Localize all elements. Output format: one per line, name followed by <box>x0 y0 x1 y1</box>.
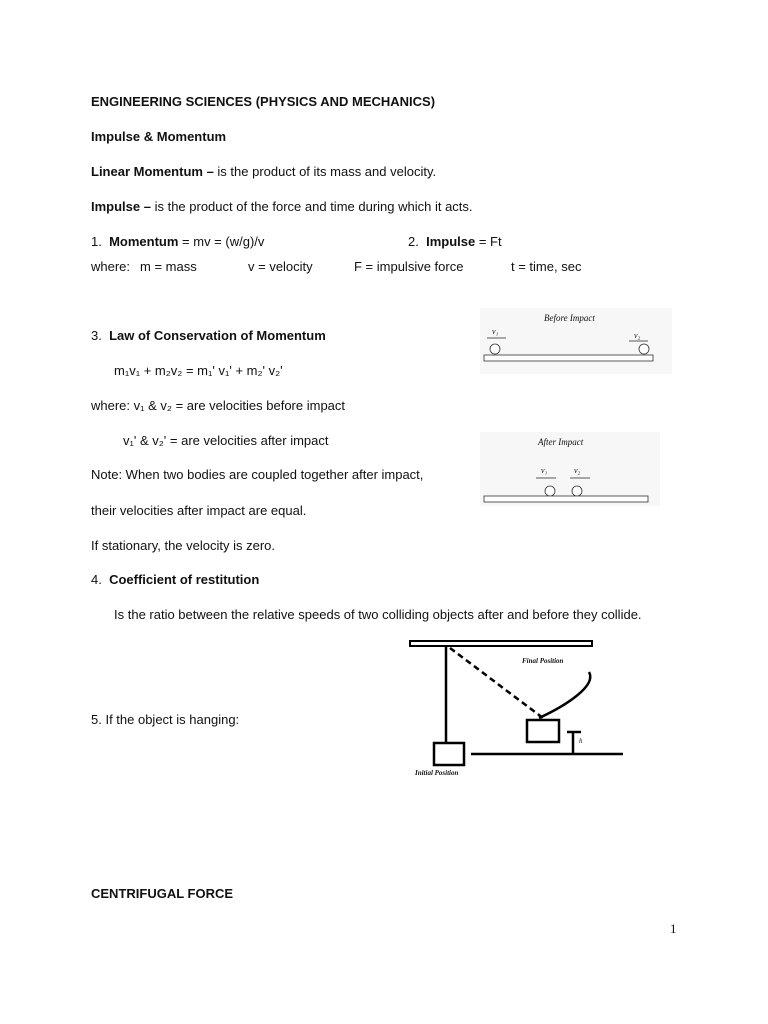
conservation-heading <box>91 328 326 343</box>
where-force: F = impulsive force <box>354 259 464 274</box>
before-impact-title: Before Impact <box>544 313 595 323</box>
after-v2-label: v₂ <box>574 466 581 475</box>
stationary-note: If stationary, the velocity is zero. <box>91 538 275 553</box>
impulse-expression: = Ft <box>475 234 502 249</box>
before-velocities-text: where: v₁ & v₂ = are velocities before impact <box>91 398 346 413</box>
restitution-term: Coefficient of restitution <box>109 572 260 587</box>
after-velocities-text: v₁' & v₂' = are velocities after impact <box>123 433 329 448</box>
after-ball-1 <box>545 486 555 496</box>
before-ball-2 <box>639 344 649 354</box>
impulse-definition <box>91 199 473 214</box>
centrifugal-force-heading: CENTRIFUGAL FORCE <box>91 886 234 901</box>
restitution-definition: Is the ratio between the relative speeds of two colliding objects after and before they collide. <box>114 607 642 622</box>
item-3-number: 3. <box>91 328 102 343</box>
before-v1-label: v₁ <box>492 327 499 336</box>
pendulum-drawing <box>405 636 627 784</box>
initial-block <box>434 743 464 765</box>
item-4-number: 4. <box>91 572 102 587</box>
where-velocity: v = velocity <box>248 259 313 274</box>
final-block <box>527 720 559 742</box>
after-ball-2 <box>572 486 582 496</box>
initial-position-label: Initial Position <box>415 769 459 777</box>
document-heading: ENGINEERING SCIENCES (PHYSICS AND MECHANICS) <box>91 94 436 109</box>
where-label: where: <box>91 259 131 274</box>
linear-momentum-text: is the product of its mass and velocity. <box>213 164 437 179</box>
coupled-note-line-1: Note: When two bodies are coupled together after impact, <box>91 467 424 482</box>
after-surface <box>484 496 648 502</box>
after-impact-drawing <box>480 432 660 506</box>
before-v2-label: v₂ <box>634 331 641 340</box>
impulse-formula-term: Impulse <box>426 234 476 249</box>
impulse-text: is the product of the force and time during which it acts. <box>150 199 473 214</box>
linear-momentum-definition <box>91 164 436 179</box>
final-position-label: Final Position <box>522 657 564 665</box>
ceiling-beam <box>410 641 592 646</box>
after-impact-diagram <box>480 432 660 506</box>
before-impact-diagram <box>480 308 672 374</box>
before-ball-1 <box>490 344 500 354</box>
linear-momentum-term: Linear Momentum – <box>91 164 214 179</box>
height-label: h <box>579 737 583 745</box>
hanging-object-diagram <box>405 636 627 784</box>
after-impact-title: After Impact <box>538 437 584 447</box>
section-title: Impulse & Momentum <box>91 129 227 144</box>
item-2-number: 2. <box>408 234 419 249</box>
conservation-term: Law of Conservation of Momentum <box>109 328 326 343</box>
hanging-object-item: 5. If the object is hanging: <box>91 712 240 727</box>
before-surface <box>484 355 653 361</box>
where-time: t = time, sec <box>511 259 582 274</box>
coupled-note-line-2: their velocities after impact are equal. <box>91 503 307 518</box>
impulse-term: Impulse – <box>91 199 151 214</box>
conservation-equation: m₁v₁ + m₂v₂ = m₁' v₁' + m₂' v₂' <box>114 363 283 378</box>
after-v1-label: v₁ <box>541 466 548 475</box>
impulse-formula <box>408 234 502 249</box>
where-mass: m = mass <box>140 259 197 274</box>
momentum-expression: = mv = (w/g)/v <box>178 234 265 249</box>
before-impact-drawing <box>480 308 672 374</box>
swing-path-curve <box>539 672 590 718</box>
item-1-number: 1. <box>91 234 102 249</box>
page-number: 1 <box>670 921 677 936</box>
restitution-heading <box>91 572 259 587</box>
momentum-formula <box>91 234 264 249</box>
momentum-term: Momentum <box>109 234 179 249</box>
